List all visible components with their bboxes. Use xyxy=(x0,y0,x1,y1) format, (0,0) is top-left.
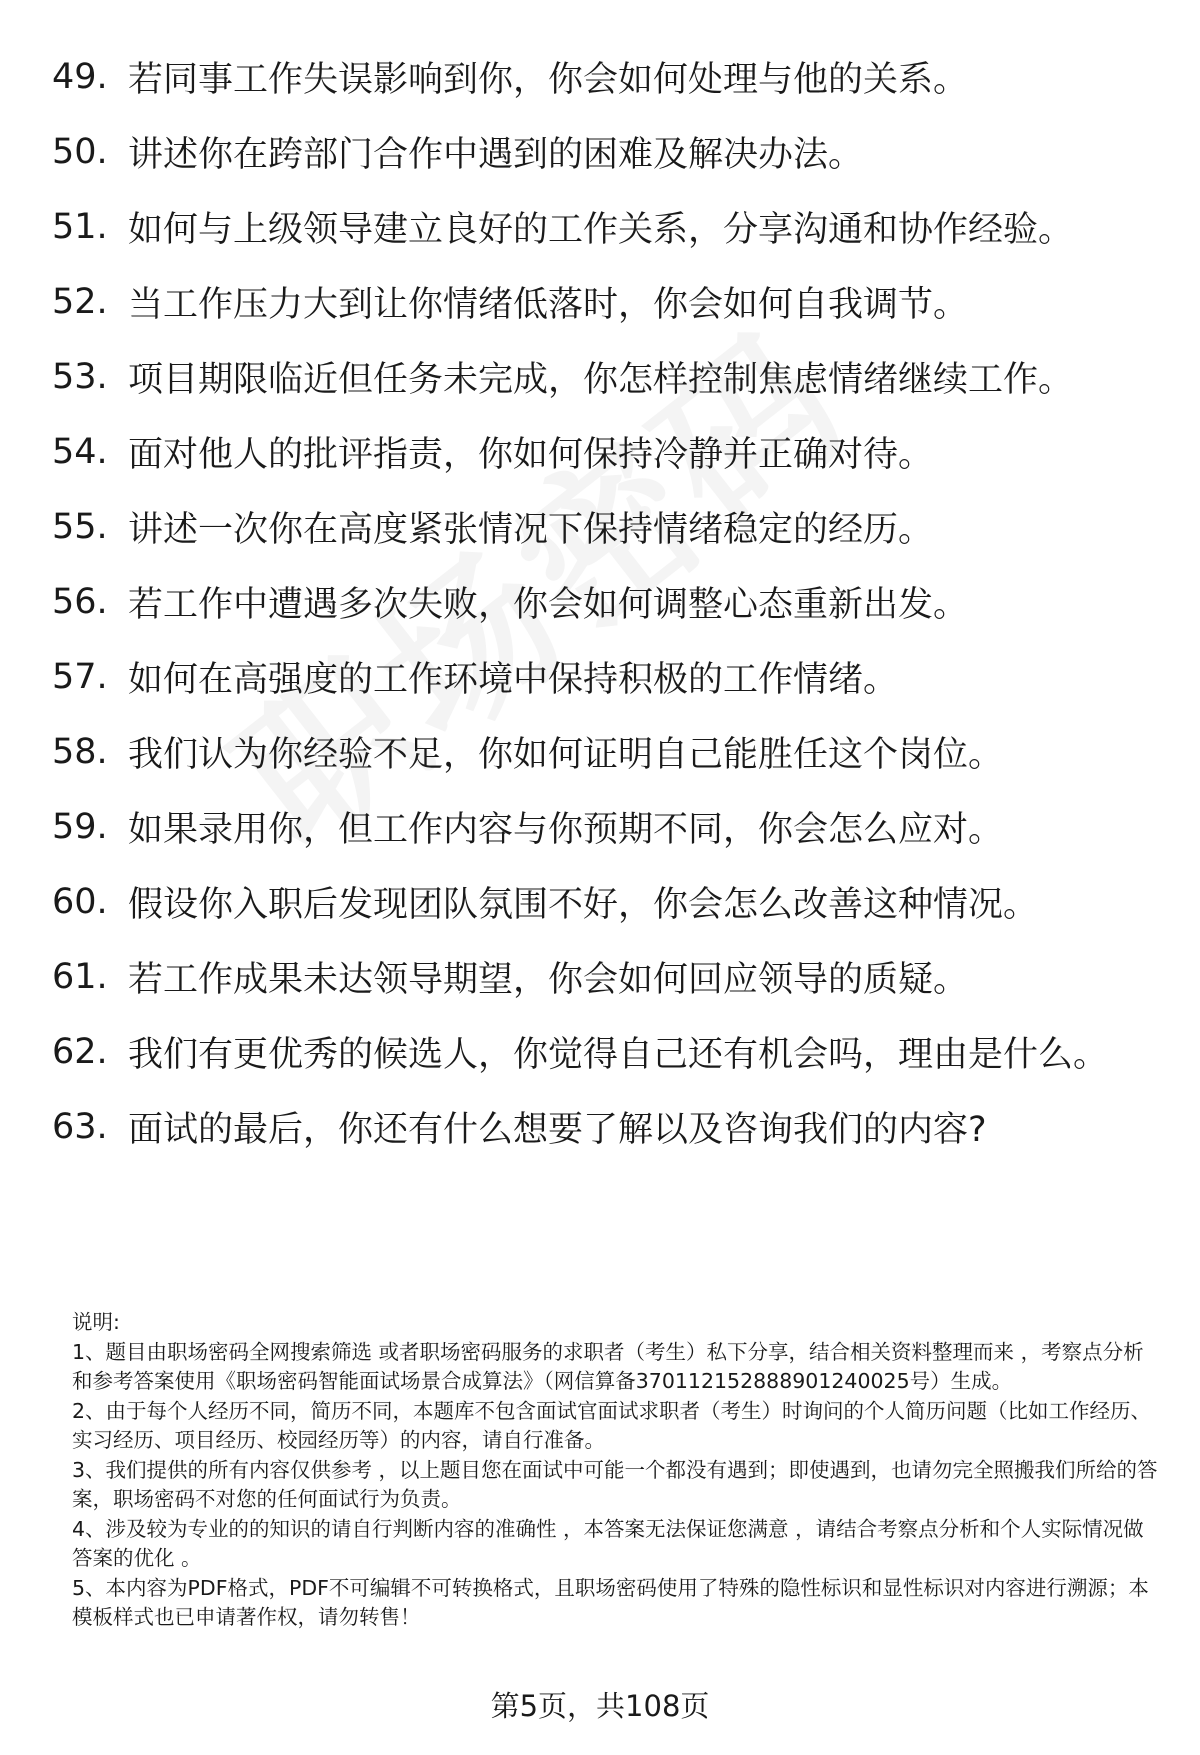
question-item xyxy=(52,797,1003,857)
question-text: 若同事工作失误影响到你，你会如何处理与他的关系。 xyxy=(128,60,969,100)
question-text: 讲述一次你在高度紧张情况下保持情绪稳定的经历。 xyxy=(128,510,934,550)
question-text: 如果录用你，但工作内容与你预期不同，你会怎么应对。 xyxy=(128,810,1004,850)
question-item xyxy=(52,722,1003,782)
question-item xyxy=(52,647,898,707)
question-item xyxy=(52,47,968,107)
question-text: 我们有更优秀的候选人，你觉得自己还有机会吗，理由是什么。 xyxy=(128,1035,1109,1075)
question-item xyxy=(52,122,863,182)
question-number: 59. xyxy=(52,807,108,847)
question-number: 54. xyxy=(52,432,108,472)
notes-section xyxy=(72,1308,1162,1633)
question-number: 61. xyxy=(52,957,108,997)
question-item xyxy=(52,872,1038,932)
note-item: 5、本内容为PDF格式，PDF不可编辑不可转换格式，且职场密码使用了特殊的隐性标识和显性标识对内容进行溯源；本模板样式也已申请著作权，请勿转售！ xyxy=(72,1575,1149,1629)
question-text: 如何与上级领导建立良好的工作关系，分享沟通和协作经验。 xyxy=(128,210,1074,250)
question-text: 若工作中遭遇多次失败，你会如何调整心态重新出发。 xyxy=(128,585,969,625)
page-number: 第5页，共108页 xyxy=(490,1689,710,1723)
question-item xyxy=(52,272,968,332)
question-number: 50. xyxy=(52,132,108,172)
note-item: 4、涉及较为专业的的知识的请自行判断内容的准确性 ，本答案无法保证您满意 ，请结合考察点分析和个人实际情况做答案的优化 。 xyxy=(72,1516,1144,1570)
question-text: 讲述你在跨部门合作中遇到的困难及解决办法。 xyxy=(128,135,864,175)
question-text: 面试的最后，你还有什么想要了解以及咨询我们的内容? xyxy=(128,1110,987,1150)
question-item xyxy=(52,947,968,1007)
question-number: 52. xyxy=(52,282,108,322)
question-number: 58. xyxy=(52,732,108,772)
question-text: 我们认为你经验不足，你如何证明自己能胜任这个岗位。 xyxy=(128,735,1004,775)
question-text: 若工作成果未达领导期望，你会如何回应领导的质疑。 xyxy=(128,960,969,1000)
question-number: 56. xyxy=(52,582,108,622)
note-item: 2、由于每个人经历不同，简历不同，本题库不包含面试官面试求职者（考生）时询问的个人简历问题（比如工作经历、实习经历、项目经历、校园经历等）的内容，请自行准备。 xyxy=(72,1398,1152,1452)
question-item xyxy=(52,422,933,482)
question-item xyxy=(52,1097,987,1157)
question-text: 当工作压力大到让你情绪低落时，你会如何自我调节。 xyxy=(128,285,969,325)
question-item xyxy=(52,572,968,632)
note-item: 1、题目由职场密码全网搜索筛选 或者职场密码服务的求职者（考生）私下分享，结合相关资料整理而来 ，考察点分析和参考答案使用《职场密码智能面试场景合成算法》（网信算备370112152888901240025号）生成。 xyxy=(72,1339,1144,1393)
question-text: 如何在高强度的工作环境中保持积极的工作情绪。 xyxy=(128,660,899,700)
question-number: 51. xyxy=(52,207,108,247)
question-number: 49. xyxy=(52,57,108,97)
question-number: 62. xyxy=(52,1032,108,1072)
question-text: 项目期限临近但任务未完成，你怎样控制焦虑情绪继续工作。 xyxy=(128,360,1074,400)
question-text: 假设你入职后发现团队氛围不好，你会怎么改善这种情况。 xyxy=(128,885,1039,925)
question-text: 面对他人的批评指责，你如何保持冷静并正确对待。 xyxy=(128,435,934,475)
question-number: 60. xyxy=(52,882,108,922)
question-item xyxy=(52,1022,1108,1082)
question-number: 57. xyxy=(52,657,108,697)
question-number: 55. xyxy=(52,507,108,547)
question-number: 63. xyxy=(52,1107,108,1147)
question-item xyxy=(52,347,1073,407)
notes-heading: 说明: xyxy=(72,1310,120,1334)
question-number: 53. xyxy=(52,357,108,397)
question-item xyxy=(52,197,1073,257)
note-item: 3、我们提供的所有内容仅供参考 ，以上题目您在面试中可能一个都没有遇到；即使遇到，也请勿完全照搬我们所给的答案，职场密码不对您的任何面试行为负责。 xyxy=(72,1457,1158,1511)
question-item xyxy=(52,497,933,557)
